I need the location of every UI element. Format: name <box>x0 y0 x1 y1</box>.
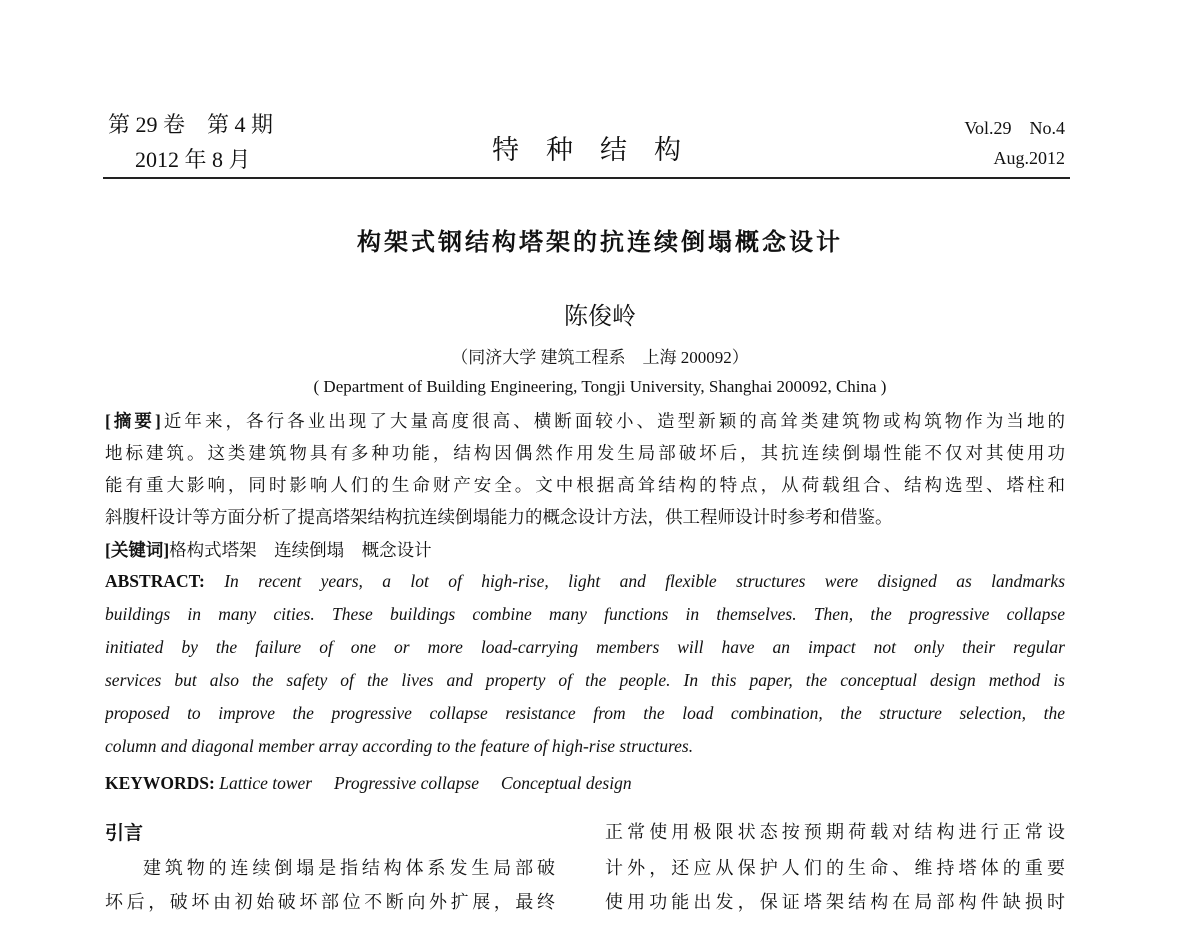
abstract-en-line: buildings in many cities. These buildings combine many functions in themselves. Then, the progressive collapse <box>105 604 1065 624</box>
body-right-line: 计外，还应从保护人们的生命、维持塔体的重要 <box>605 858 1065 878</box>
body-right-line: 正常使用极限状态按预期荷载对结构进行正常设 <box>605 822 1065 842</box>
paper-title: 构架式钢结构塔架的抗连续倒塌概念设计 <box>357 228 843 256</box>
abstract-en-line: column and diagonal member array according to the feature of high-rise structures. <box>105 736 694 756</box>
section-heading: 引言 <box>105 822 144 844</box>
abstract-en-line: initiated by the failure of one or more load-carrying members will have an impact not only their regular <box>105 637 1065 657</box>
abstract-en-label: ABSTRACT: <box>105 571 205 591</box>
affiliation-en: ( Department of Building Engineering, Tongji University, Shanghai 200092, China ) <box>313 377 887 396</box>
abstract-cn-line: 能有重大影响，同时影响人们的生命财产安全。文中根据高耸结构的特点，从荷载组合、结构选型、塔柱和 <box>105 475 1065 495</box>
body-left-line: 坏后，破坏由初始破坏部位不断向外扩展，最终 <box>105 892 555 912</box>
keywords-en-label: KEYWORDS: <box>105 773 215 793</box>
keywords-cn: [关键词]格构式塔架 连续倒塌 概念设计 <box>105 540 432 560</box>
date-cn: 2012 年 8 月 <box>135 147 251 172</box>
abstract-en-line: ABSTRACT: In recent years, a lot of high-rise, light and flexible structures were disigned as landmarks <box>105 571 1065 591</box>
body-left-line: 建筑物的连续倒塌是指结构体系发生局部破 <box>143 858 555 878</box>
date-en: Aug.2012 <box>993 148 1065 168</box>
abstract-cn-line: 斜腹杆设计等方面分析了提高塔架结构抗连续倒塌能力的概念设计方法，供工程师设计时参考和借鉴。 <box>105 507 893 527</box>
abstract-en-line: proposed to improve the progressive collapse resistance from the load combination, the structure selection, the <box>105 703 1065 723</box>
volume-issue-en: Vol.29 No.4 <box>964 118 1065 138</box>
keywords-cn-label: [关键词] <box>105 540 170 560</box>
abstract-cn-label: [摘要] <box>105 411 161 431</box>
abstract-cn-line: 地标建筑。这类建筑物具有多种功能，结构因偶然作用发生局部破坏后，其抗连续倒塌性能不仅对其使用功 <box>105 443 1065 463</box>
journal-name: 特 种 结 构 <box>492 135 681 165</box>
keywords-en: KEYWORDS: Lattice tower Progressive collapse Conceptual design <box>105 773 632 793</box>
body-right-line: 使用功能出发，保证塔架结构在局部构件缺损时 <box>605 892 1065 912</box>
abstract-cn-line: [摘要]近年来，各行各业出现了大量高度很高、横断面较小、造型新颖的高耸类建筑物或构筑物作为当地的 <box>105 411 1065 431</box>
author: 陈俊岭 <box>564 304 636 330</box>
volume-issue-cn: 第 29 卷 第 4 期 <box>108 112 274 137</box>
header-rule <box>103 177 1070 179</box>
affiliation-cn: （同济大学 建筑工程系 上海 200092） <box>451 348 749 367</box>
abstract-en-line: services but also the safety of the lives and property of the people. In this paper, the conceptual design method is <box>105 670 1065 690</box>
